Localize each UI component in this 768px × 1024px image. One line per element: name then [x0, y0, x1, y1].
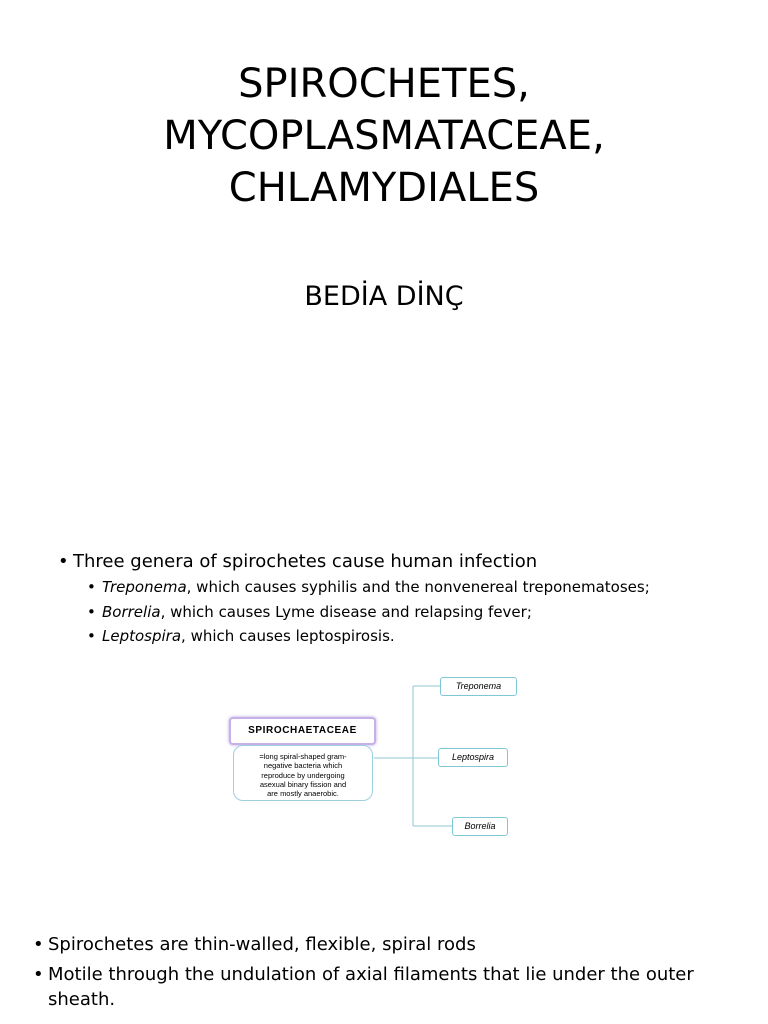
bullet-item: [33, 962, 753, 1012]
genus-box-leptospira: Leptospira: [438, 748, 508, 767]
title-line-2: MYCOPLASMATACEAE,: [163, 113, 605, 159]
bullet-dot: •: [87, 627, 96, 645]
bullet-text: Three genera of spirochetes cause human infection: [73, 551, 538, 572]
bullet-dot: •: [33, 934, 44, 955]
bullet-text: Spirochetes are thin-walled, flexible, spiral rods: [48, 934, 476, 955]
bullet-item: [33, 932, 753, 957]
genus-name: Leptospira: [102, 627, 182, 645]
description-line: =long spiral-shaped gram-: [259, 752, 347, 761]
bullet-dot: •: [58, 551, 69, 572]
title-line-3: CHLAMYDIALES: [228, 165, 540, 211]
description-line: reproduce by undergoing: [261, 770, 345, 780]
genus-name: Treponema: [102, 578, 187, 596]
title-line-1: SPIROCHETES,: [238, 61, 530, 107]
author-name: BEDİA DİNÇ: [304, 281, 464, 312]
bullet-dot: •: [87, 578, 96, 596]
description-line: are mostly anaerobic.: [267, 789, 339, 799]
diagram-header-box: SPIROCHAETACEAE: [229, 717, 376, 745]
genus-description: , which causes Lyme disease and relapsing fever;: [160, 602, 532, 621]
bullet-dot: •: [33, 964, 44, 985]
genus-box-borrelia: Borrelia: [452, 817, 508, 836]
bullet-dot: •: [87, 602, 96, 621]
spirochete-traits-list: [33, 932, 753, 1017]
bullet-text: Motile through the undulation of axial filaments that lie under the outer sheath.: [48, 964, 694, 1010]
description-line: negative bacteria which: [263, 761, 343, 771]
genus-box-treponema: Treponema: [440, 677, 517, 696]
genus-description: , which causes syphilis and the nonvenereal treponematoses;: [186, 578, 650, 596]
genus-description: , which causes leptospirosis.: [181, 627, 395, 645]
genus-name: Borrelia: [102, 602, 161, 621]
diagram-description-box: [233, 745, 373, 801]
description-line: asexual binary fission and: [259, 779, 347, 789]
